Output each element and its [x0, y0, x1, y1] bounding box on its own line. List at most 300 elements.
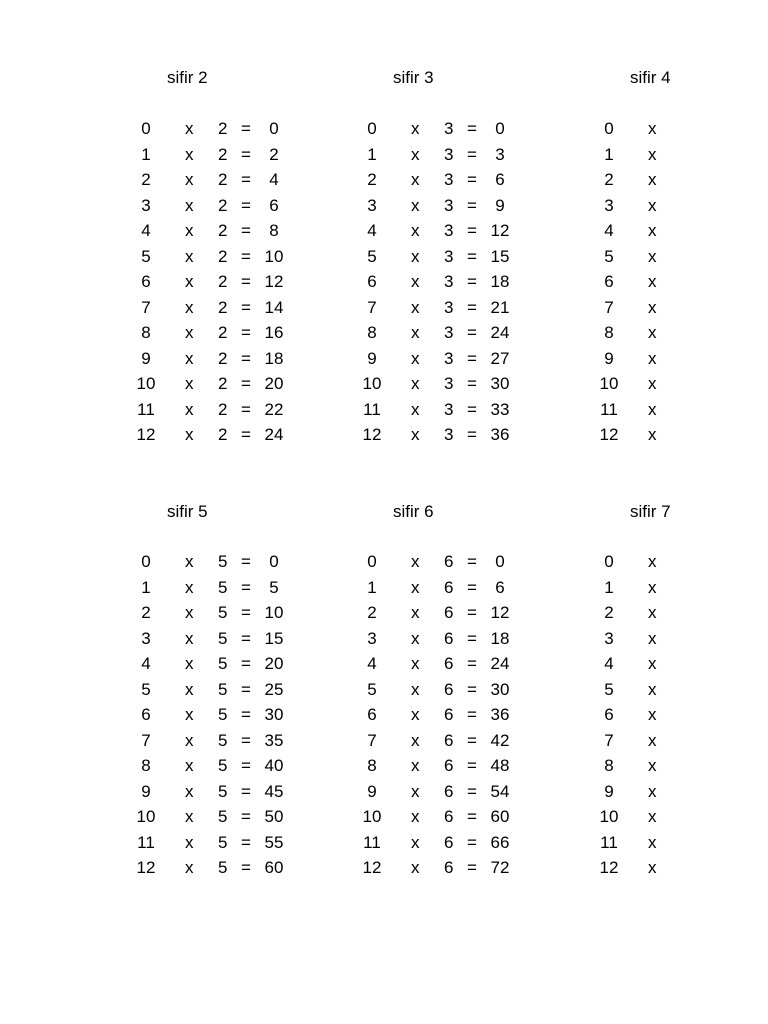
row-number: 6	[141, 272, 151, 291]
row-number: 10	[599, 374, 619, 393]
multiplier: 3	[444, 144, 454, 164]
row-number: 0	[367, 119, 377, 138]
row-number: 12	[136, 425, 156, 444]
product-value: 6	[495, 577, 505, 597]
equals-sign: =	[241, 170, 251, 189]
equals-sign: =	[467, 654, 477, 673]
row-number: 7	[141, 730, 151, 750]
times-sign: x	[185, 858, 194, 877]
product-value: 48	[490, 756, 510, 775]
times-sign: x	[185, 272, 194, 291]
product-value: 6	[269, 195, 279, 215]
product-value: 3	[495, 144, 505, 164]
row-number: 4	[604, 221, 614, 240]
row-number: 4	[141, 654, 151, 673]
row-number: 7	[604, 730, 614, 750]
multiplier: 3	[444, 246, 454, 266]
product-value: 22	[264, 399, 284, 419]
row-number: 2	[367, 603, 377, 622]
equals-sign: =	[467, 705, 477, 724]
times-sign: x	[648, 858, 657, 877]
times-sign: x	[648, 399, 657, 419]
times-sign: x	[185, 195, 194, 215]
product-value: 16	[264, 323, 284, 342]
multiplier: 3	[444, 195, 454, 215]
times-sign: x	[648, 577, 657, 597]
row-number: 8	[141, 323, 151, 342]
times-sign: x	[648, 781, 657, 801]
table-title: sifir 5	[167, 502, 208, 521]
row-number: 5	[367, 246, 377, 266]
equals-sign: =	[467, 807, 477, 826]
multiplier: 5	[218, 756, 228, 775]
product-value: 18	[490, 272, 510, 291]
times-sign: x	[411, 807, 420, 826]
multiplier: 2	[218, 323, 228, 342]
product-value: 60	[264, 858, 284, 877]
row-number: 3	[141, 195, 151, 215]
table-title: sifir 6	[393, 502, 434, 521]
times-sign: x	[411, 756, 420, 775]
equals-sign: =	[467, 603, 477, 622]
equals-sign: =	[467, 170, 477, 189]
times-sign: x	[411, 425, 420, 444]
product-value: 2	[269, 144, 279, 164]
product-value: 30	[490, 679, 510, 699]
row-number: 2	[604, 170, 614, 189]
row-number: 1	[141, 577, 151, 597]
times-sign: x	[648, 323, 657, 342]
times-sign: x	[185, 221, 194, 240]
product-value: 42	[490, 730, 510, 750]
row-number: 2	[141, 603, 151, 622]
product-value: 0	[269, 552, 279, 571]
times-sign: x	[411, 628, 420, 648]
times-sign: x	[185, 654, 194, 673]
row-number: 7	[367, 297, 377, 317]
row-number: 2	[141, 170, 151, 189]
product-value: 35	[264, 730, 284, 750]
multiplier: 3	[444, 272, 454, 291]
equals-sign: =	[241, 552, 251, 571]
product-value: 0	[495, 119, 505, 138]
product-value: 36	[490, 705, 510, 724]
times-sign: x	[411, 552, 420, 571]
times-sign: x	[185, 807, 194, 826]
row-number: 0	[604, 552, 614, 571]
multiplier: 3	[444, 425, 454, 444]
product-value: 36	[490, 425, 510, 444]
table-title: sifir 4	[630, 68, 671, 87]
times-sign: x	[185, 552, 194, 571]
row-number: 4	[367, 221, 377, 240]
row-number: 7	[604, 297, 614, 317]
row-number: 5	[604, 246, 614, 266]
times-sign: x	[185, 348, 194, 368]
multiplier: 3	[444, 170, 454, 189]
row-number: 6	[141, 705, 151, 724]
times-sign: x	[411, 603, 420, 622]
equals-sign: =	[241, 374, 251, 393]
equals-sign: =	[467, 144, 477, 164]
equals-sign: =	[241, 425, 251, 444]
multiplier: 3	[444, 399, 454, 419]
row-number: 0	[604, 119, 614, 138]
row-number: 0	[141, 119, 151, 138]
product-value: 18	[490, 628, 510, 648]
multiplier: 6	[444, 705, 454, 724]
times-sign: x	[185, 170, 194, 189]
row-number: 9	[141, 348, 151, 368]
product-value: 27	[490, 348, 510, 368]
multiplier: 2	[218, 348, 228, 368]
equals-sign: =	[241, 195, 251, 215]
times-sign: x	[411, 272, 420, 291]
equals-sign: =	[241, 144, 251, 164]
multiplier: 6	[444, 628, 454, 648]
row-number: 6	[604, 272, 614, 291]
equals-sign: =	[467, 297, 477, 317]
equals-sign: =	[241, 858, 251, 877]
multiplier: 5	[218, 807, 228, 826]
product-value: 24	[490, 654, 510, 673]
row-number: 3	[367, 195, 377, 215]
row-number: 1	[367, 577, 377, 597]
row-number: 6	[367, 705, 377, 724]
row-number: 3	[604, 195, 614, 215]
product-value: 21	[490, 297, 510, 317]
equals-sign: =	[241, 297, 251, 317]
times-sign: x	[648, 756, 657, 775]
product-value: 20	[264, 374, 284, 393]
times-sign: x	[185, 399, 194, 419]
multiplier: 6	[444, 577, 454, 597]
multiplier: 2	[218, 170, 228, 189]
times-sign: x	[411, 679, 420, 699]
product-value: 6	[495, 170, 505, 189]
multiplier: 2	[218, 221, 228, 240]
product-value: 5	[269, 577, 279, 597]
row-number: 7	[141, 297, 151, 317]
product-value: 4	[269, 170, 279, 189]
row-number: 11	[137, 399, 155, 419]
row-number: 10	[136, 374, 156, 393]
product-value: 12	[490, 221, 510, 240]
table-title: sifir 2	[167, 68, 208, 87]
equals-sign: =	[241, 577, 251, 597]
multiplier: 2	[218, 399, 228, 419]
product-value: 72	[490, 858, 510, 877]
times-sign: x	[185, 577, 194, 597]
row-number: 11	[600, 399, 618, 419]
row-number: 11	[137, 832, 155, 852]
times-sign: x	[185, 119, 194, 138]
equals-sign: =	[467, 858, 477, 877]
equals-sign: =	[467, 272, 477, 291]
times-sign: x	[648, 807, 657, 826]
equals-sign: =	[467, 679, 477, 699]
row-number: 4	[141, 221, 151, 240]
multiplier: 6	[444, 807, 454, 826]
times-sign: x	[185, 705, 194, 724]
product-value: 24	[264, 425, 284, 444]
equals-sign: =	[467, 348, 477, 368]
multiplier: 6	[444, 603, 454, 622]
times-sign: x	[185, 246, 194, 266]
equals-sign: =	[467, 374, 477, 393]
product-value: 30	[264, 705, 284, 724]
equals-sign: =	[467, 781, 477, 801]
product-value: 0	[495, 552, 505, 571]
equals-sign: =	[467, 832, 477, 852]
equals-sign: =	[241, 807, 251, 826]
multiplier: 5	[218, 730, 228, 750]
times-sign: x	[185, 144, 194, 164]
multiplier: 3	[444, 221, 454, 240]
multiplier: 2	[218, 425, 228, 444]
row-number: 3	[141, 628, 151, 648]
equals-sign: =	[241, 730, 251, 750]
equals-sign: =	[241, 246, 251, 266]
equals-sign: =	[241, 323, 251, 342]
equals-sign: =	[241, 628, 251, 648]
row-number: 2	[604, 603, 614, 622]
product-value: 45	[264, 781, 284, 801]
multiplier: 6	[444, 781, 454, 801]
multiplier: 2	[218, 374, 228, 393]
row-number: 6	[367, 272, 377, 291]
times-sign: x	[185, 323, 194, 342]
multiplier: 2	[218, 195, 228, 215]
product-value: 15	[490, 246, 510, 266]
product-value: 10	[264, 246, 284, 266]
times-sign: x	[185, 425, 194, 444]
equals-sign: =	[241, 705, 251, 724]
row-number: 12	[362, 858, 382, 877]
row-number: 12	[599, 858, 619, 877]
row-number: 1	[141, 144, 151, 164]
times-sign: x	[411, 119, 420, 138]
times-sign: x	[648, 119, 657, 138]
product-value: 55	[264, 832, 284, 852]
row-number: 5	[141, 679, 151, 699]
product-value: 25	[264, 679, 284, 699]
times-sign: x	[648, 654, 657, 673]
row-number: 10	[362, 807, 382, 826]
multiplier: 2	[218, 272, 228, 291]
row-number: 12	[136, 858, 156, 877]
times-sign: x	[648, 425, 657, 444]
times-sign: x	[411, 323, 420, 342]
product-value: 10	[264, 603, 284, 622]
row-number: 1	[367, 144, 377, 164]
multiplier: 5	[218, 603, 228, 622]
times-sign: x	[411, 297, 420, 317]
product-value: 33	[490, 399, 510, 419]
equals-sign: =	[467, 425, 477, 444]
row-number: 12	[362, 425, 382, 444]
row-number: 8	[604, 756, 614, 775]
times-sign: x	[648, 374, 657, 393]
row-number: 4	[604, 654, 614, 673]
times-sign: x	[411, 858, 420, 877]
equals-sign: =	[241, 832, 251, 852]
multiplier: 3	[444, 297, 454, 317]
times-sign: x	[411, 221, 420, 240]
row-number: 10	[136, 807, 156, 826]
times-sign: x	[185, 603, 194, 622]
multiplier: 6	[444, 552, 454, 571]
multiplier: 2	[218, 119, 228, 138]
equals-sign: =	[467, 552, 477, 571]
times-sign: x	[648, 832, 657, 852]
times-sign: x	[411, 246, 420, 266]
times-sign: x	[411, 170, 420, 189]
product-value: 54	[490, 781, 510, 801]
row-number: 5	[604, 679, 614, 699]
product-value: 40	[264, 756, 284, 775]
row-number: 11	[363, 832, 381, 852]
equals-sign: =	[467, 577, 477, 597]
row-number: 8	[367, 756, 377, 775]
product-value: 12	[490, 603, 510, 622]
product-value: 18	[264, 348, 284, 368]
times-sign: x	[648, 730, 657, 750]
row-number: 1	[604, 577, 614, 597]
product-value: 50	[264, 807, 284, 826]
multiplier: 5	[218, 832, 228, 852]
multiplier: 5	[218, 679, 228, 699]
product-value: 20	[264, 654, 284, 673]
equals-sign: =	[467, 730, 477, 750]
row-number: 9	[604, 781, 614, 801]
equals-sign: =	[241, 221, 251, 240]
times-sign: x	[648, 170, 657, 189]
times-sign: x	[648, 628, 657, 648]
table-title: sifir 7	[630, 502, 671, 521]
multiplier: 3	[444, 119, 454, 138]
product-value: 0	[269, 119, 279, 138]
equals-sign: =	[241, 781, 251, 801]
equals-sign: =	[467, 246, 477, 266]
row-number: 5	[367, 679, 377, 699]
equals-sign: =	[241, 399, 251, 419]
equals-sign: =	[467, 195, 477, 215]
multiplier: 6	[444, 858, 454, 877]
product-value: 8	[269, 221, 279, 240]
equals-sign: =	[241, 679, 251, 699]
times-sign: x	[648, 297, 657, 317]
times-sign: x	[648, 679, 657, 699]
times-sign: x	[185, 374, 194, 393]
times-sign: x	[411, 577, 420, 597]
equals-sign: =	[241, 654, 251, 673]
times-sign: x	[411, 144, 420, 164]
equals-sign: =	[241, 348, 251, 368]
times-sign: x	[411, 374, 420, 393]
equals-sign: =	[467, 628, 477, 648]
row-number: 7	[367, 730, 377, 750]
row-number: 9	[367, 781, 377, 801]
row-number: 9	[141, 781, 151, 801]
multiplier: 6	[444, 832, 454, 852]
times-sign: x	[185, 730, 194, 750]
product-value: 24	[490, 323, 510, 342]
row-number: 11	[600, 832, 618, 852]
row-number: 9	[367, 348, 377, 368]
times-sign: x	[411, 730, 420, 750]
multiplier: 3	[444, 323, 454, 342]
product-value: 66	[490, 832, 510, 852]
multiplier: 5	[218, 628, 228, 648]
equals-sign: =	[467, 119, 477, 138]
multiplier: 5	[218, 552, 228, 571]
multiplier: 5	[218, 781, 228, 801]
equals-sign: =	[467, 221, 477, 240]
equals-sign: =	[467, 323, 477, 342]
multiplier: 5	[218, 705, 228, 724]
times-sign: x	[648, 272, 657, 291]
times-sign: x	[411, 705, 420, 724]
times-sign: x	[648, 221, 657, 240]
times-sign: x	[648, 246, 657, 266]
times-sign: x	[648, 195, 657, 215]
row-number: 8	[367, 323, 377, 342]
row-number: 5	[141, 246, 151, 266]
equals-sign: =	[241, 119, 251, 138]
multiplier: 3	[444, 348, 454, 368]
multiplier: 6	[444, 756, 454, 775]
equals-sign: =	[241, 603, 251, 622]
equals-sign: =	[467, 756, 477, 775]
equals-sign: =	[467, 399, 477, 419]
row-number: 2	[367, 170, 377, 189]
multiplier: 5	[218, 577, 228, 597]
row-number: 0	[141, 552, 151, 571]
product-value: 30	[490, 374, 510, 393]
multiplier: 2	[218, 246, 228, 266]
multiplier: 2	[218, 144, 228, 164]
times-sign: x	[411, 348, 420, 368]
row-number: 6	[604, 705, 614, 724]
times-sign: x	[648, 552, 657, 571]
row-number: 3	[367, 628, 377, 648]
times-sign: x	[411, 781, 420, 801]
times-sign: x	[648, 603, 657, 622]
times-sign: x	[185, 832, 194, 852]
times-sign: x	[648, 705, 657, 724]
product-value: 9	[495, 195, 505, 215]
row-number: 8	[141, 756, 151, 775]
equals-sign: =	[241, 272, 251, 291]
row-number: 8	[604, 323, 614, 342]
row-number: 4	[367, 654, 377, 673]
row-number: 12	[599, 425, 619, 444]
times-sign: x	[185, 679, 194, 699]
row-number: 3	[604, 628, 614, 648]
multiplier: 6	[444, 730, 454, 750]
row-number: 11	[363, 399, 381, 419]
times-sign: x	[648, 144, 657, 164]
multiplier: 2	[218, 297, 228, 317]
product-value: 14	[264, 297, 284, 317]
multiplier: 3	[444, 374, 454, 393]
times-sign: x	[185, 297, 194, 317]
product-value: 15	[264, 628, 284, 648]
times-sign: x	[185, 756, 194, 775]
times-sign: x	[411, 654, 420, 673]
row-number: 10	[362, 374, 382, 393]
